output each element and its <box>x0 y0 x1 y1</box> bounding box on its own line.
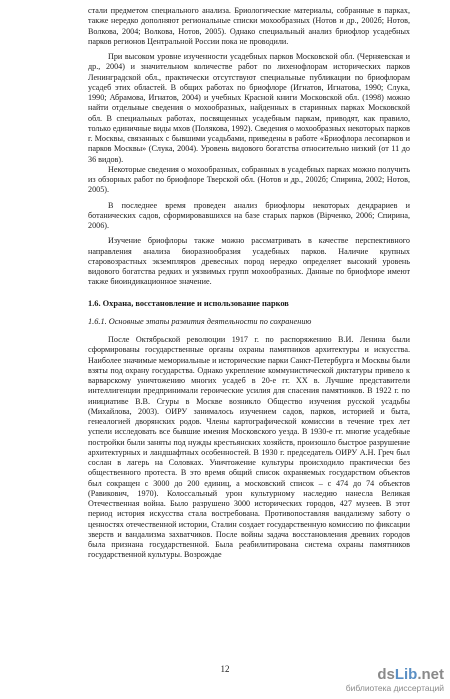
watermark <box>346 667 444 693</box>
paragraph-2: При высоком уровне изученности усадебных парков Московской обл. (Черняевская и др., 2004) и значительном количестве работ по лихенофлорам исторических парков Ленинградской обл., практически отсутствуют специальные публикации по бриофлорам усадеб этих областей. В общих работах по бриофлоре (Игнатов, Игнатова, 1990; Слука, 1990; Абрамова, Игнатов, 2004) и учебных Красной книги Московской обл. (1998) можно найти отдельные сведения о мохообразных, найденных в старинных парках Московской обл. В специальных работах, посвященных усадебным паркам, приводят, как правило, только единичные виды мхов (Полякова, 1992). Сведения о мохообразных некоторых парков г. Москвы, связанных с бывшими усадьбами, приведены в работе «Бриофлора лесопарков и парков Москвы» (Слука, 2004). Уровень видового богатства относительно низкий (от 11 до 36 видов). <box>88 52 410 164</box>
paragraph-3: Некоторые сведения о мохообразных, собранных в усадебных парках можно получить из обзорных работ по бриофлоре Тверской обл. (Нотов и др., 2002б; Спирина, 2002; Нотов, 2005). <box>88 164 410 195</box>
watermark-subtitle: библиотека диссертаций <box>345 683 444 693</box>
paragraph-1: стали предметом специального анализа. Бриологические материалы, собранные в парках, также нередко дополняют региональные списки мохообразных (Нотов и др., 2002б; Нотов, Волкова, 2004; Волкова, Нотов, 2005). Однако специальный анализ бриофлор усадебных парков регионов Центральной России пока не проводили. <box>88 6 410 46</box>
section-heading: 1.6. Охрана, восстановление и использование парков <box>88 298 289 308</box>
page-number: 12 <box>220 664 230 674</box>
paragraph-4: В последнее время проведен анализ бриофлоры некоторых дендрариев и ботанических садов, сформировавшихся на базе старых парков (Вірченко, 2006; Спирина, 2006). <box>88 200 410 230</box>
paragraph-5: Изучение бриофлоры также можно рассматривать в качестве перспективного направления анализа биоразнообразия усадебных парков. Наличие крупных старовозрастных экземпляров древесных пород нередко определяет высокий уровень видового богатства редких и уязвимых групп мохообразных. Данные по бриофлоре имеют также биоиндикационное значение. <box>88 236 410 287</box>
subsection-heading: 1.6.1. Основные этапы развития деятельности по сохранению <box>88 316 312 326</box>
paragraph-6: После Октябрьской революции 1917 г. по распоряжению В.И. Ленина были сформированы государственные органы охраны памятников архитектуры и искусства. Наиболее значимые мемориальные и исторические парки Санкт-Петербурга и Москвы были взяты под охрану государства. Однако укрепление коммунистической диктатуры привело к варварскому уничтожению многих усадеб в 20-е гг. XX в. Лучшие представители интеллигенции предпринимали героические усилия для спасения памятников. В 1922 г. по инициативе В.В. Сгуры в Москве возникло Общество изучения русской усадьбы (Михайлова, 2003). ОИРУ занималось изучением садов, парков, историей и быта, генеалогией дворянских родов. Члены картографической комиссии в течение трех лет успели исследовать все бывшие имения Московского уезда. В 1930-е гг. многие усадебные постройки были заняты под нужды крестьянских хозяйств, произошло быстрое разрушение архитектурных и ландшафтных особенностей. В 1930 г. председатель ОИРУ А.Н. Греч был сослан в лагерь на Соловках. Уничтожение культуры происходило практически без общественного протеста. В это время общий список охраняемых государством объектов был сокращен с 3000 до 200 единиц, а московский список – с 474 до 74 объектов (Равикович, 1970). Колоссальный урон культурному наследию нанесла Великая Отечественная война. Было разрушено 3000 исторических городов, 427 музеев. В этот период история искусства стала востребована. Противопоставляя вандализму заботу о ценностях отечественной истории, Сталин создает государственную комиссию по фиксации зверств и вандализма захватчиков. После войны задача восстановления древних городов была признана государственной. Была реабилитирована система охраны памятников государственной культуры. Возрождае <box>88 335 410 560</box>
watermark-logo: dsLib.net <box>377 666 444 683</box>
document-page <box>88 6 410 561</box>
